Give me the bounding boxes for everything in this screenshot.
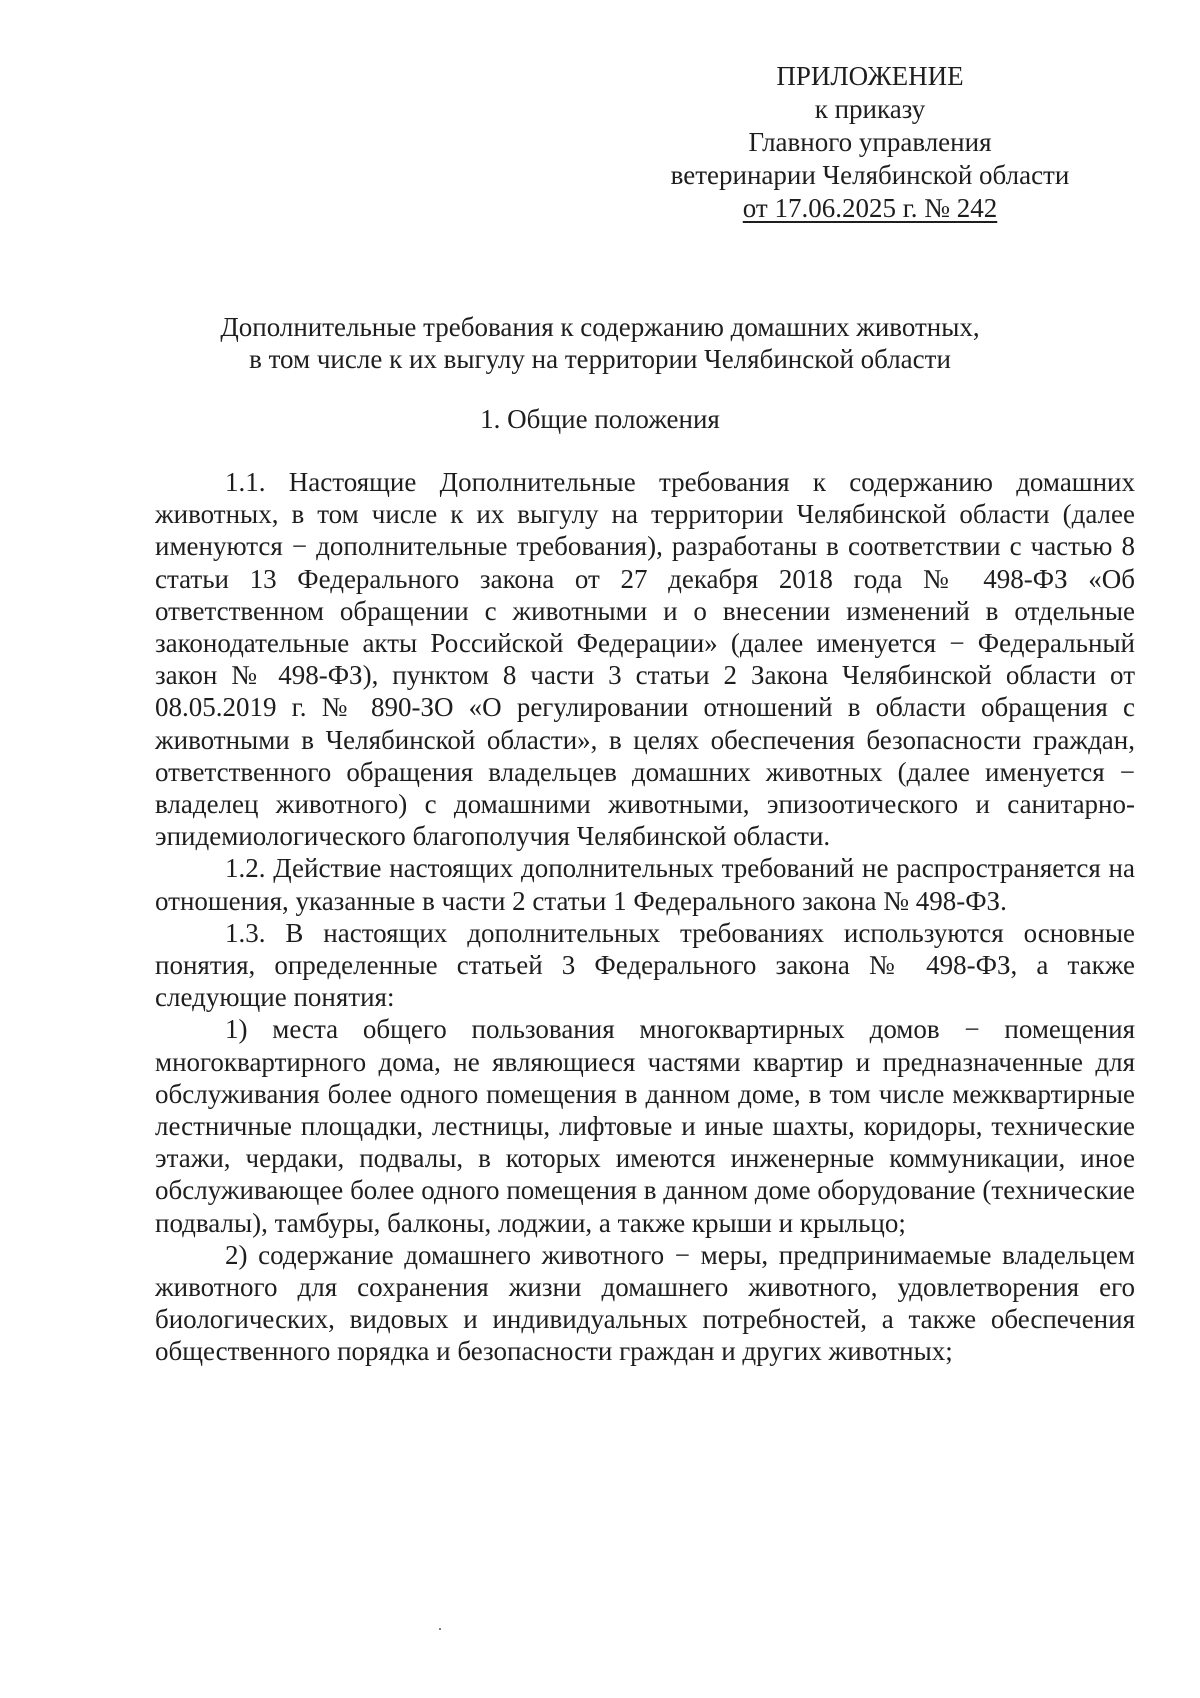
appendix-order-date-number: от 17.06.2025 г. № 242 — [742, 193, 998, 223]
document-title-line-2: в том числе к их выгулу на территории Челябинской области — [249, 344, 951, 374]
appendix-authority-region: ветеринарии Челябинской области — [670, 160, 1070, 190]
appendix-header — [600, 60, 1140, 225]
appendix-order-ref: к приказу — [814, 94, 926, 124]
section-heading: 1. Общие положения — [480, 404, 720, 434]
document-body — [155, 466, 1135, 1368]
definition-item-2: 2) содержание домашнего животного − меры, предпринимаемые владельцем животного для сохранения жизни домашнего животного, удовлетворения его биологических, видовых и индивидуальных потребностей, а также обеспечения общественного порядка и безопасности граждан и других животных; — [155, 1239, 1135, 1367]
paragraph-1-1: 1.1. Настоящие Дополнительные требования к содержанию домашних животных, в том числе к их выгулу на территории Челябинской области (далее именуются − дополнительные требования), разработаны в соответствии с частью 8 статьи 13 Федерального закона от 27 декабря 2018 года № 498-ФЗ «Об ответственном обращении с животными и о внесении изменений в отдельные законодательные акты Российской Федерации» (далее именуется − Федеральный закон № 498-ФЗ), пунктом 8 части 3 статьи 2 Закона Челябинской области от 08.05.2019 г. № 890-ЗО «О регулировании отношений в области обращения с животными в Челябинской области», в целях обеспечения безопасности граждан, ответственного обращения владельцев домашних животных (далее именуется − владелец животного) с домашними животными, эпизоотического и санитарно-эпидемиологического благополучия Челябинской области. — [155, 467, 1135, 852]
definition-item-1: 1) места общего пользования многоквартирных домов − помещения многоквартирного дома, не являющиеся частями квартир и предназначенные для обслуживания более одного помещения в данном доме, в том числе межквартирные лестничные площадки, лестницы, лифтовые и иные шахты, коридоры, технические этажи, чердаки, подвалы, в которых имеются инженерные коммуникации, иное обслуживающее более одного помещения в данном доме оборудование (технические подвалы), тамбуры, балконы, лоджии, а также крыши и крыльцо; — [155, 1014, 1135, 1238]
paragraph-1-3: 1.3. В настоящих дополнительных требованиях используются основные понятия, определенные статьей 3 Федерального закона № 498-ФЗ, а также следующие понятия: — [155, 917, 1135, 1013]
appendix-authority: Главного управления — [748, 127, 992, 157]
scan-speck — [439, 1628, 441, 1630]
appendix-label: ПРИЛОЖЕНИЕ — [776, 61, 964, 91]
paragraph-1-2: 1.2. Действие настоящих дополнительных требований не распространяется на отношения, указанные в части 2 статьи 1 Федерального закона № 498-ФЗ. — [155, 853, 1135, 916]
document-title-line-1: Дополнительные требования к содержанию домашних животных, — [220, 312, 980, 342]
document-title — [155, 311, 1045, 375]
